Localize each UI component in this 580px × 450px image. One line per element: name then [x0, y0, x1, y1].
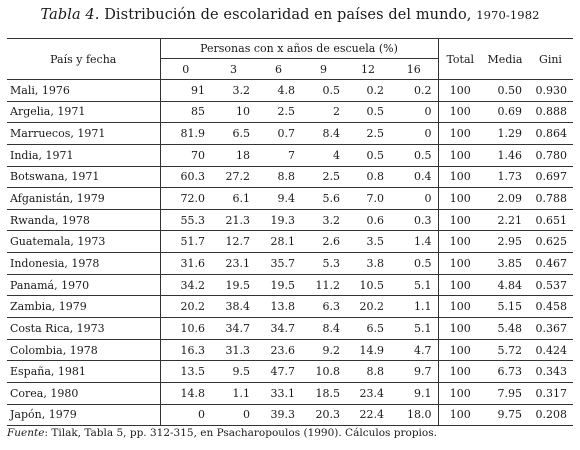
cell-country: Indonesia, 1978	[7, 253, 160, 275]
cell-years-3: 34.7	[211, 318, 256, 340]
cell-years-16: 4.7	[390, 339, 438, 361]
cell-years-16: 0.4	[390, 166, 438, 188]
cell-years-6: 2.5	[256, 101, 301, 123]
cell-media: 1.73	[482, 166, 528, 188]
cell-total: 100	[438, 166, 482, 188]
cell-years-0: 31.6	[160, 253, 211, 275]
cell-years-9: 4	[301, 144, 346, 166]
cell-years-12: 0.5	[346, 144, 390, 166]
header-total: Total	[438, 39, 482, 80]
cell-years-16: 0	[390, 101, 438, 123]
cell-total: 100	[438, 231, 482, 253]
table-row	[7, 231, 573, 253]
cell-country: Rwanda, 1978	[7, 209, 160, 231]
header-country: País y fecha	[7, 39, 160, 80]
cell-years-0: 55.3	[160, 209, 211, 231]
cell-total: 100	[438, 318, 482, 340]
cell-years-3: 1.1	[211, 382, 256, 404]
cell-years-12: 3.8	[346, 253, 390, 275]
cell-gini: 0.343	[528, 361, 573, 383]
cell-gini: 0.788	[528, 188, 573, 210]
cell-media: 1.46	[482, 144, 528, 166]
cell-years-16: 9.1	[390, 382, 438, 404]
cell-years-0: 10.6	[160, 318, 211, 340]
cell-media: 5.72	[482, 339, 528, 361]
cell-country: Argelia, 1971	[7, 101, 160, 123]
cell-years-0: 51.7	[160, 231, 211, 253]
header-years-3: 3	[211, 59, 256, 80]
cell-years-12: 2.5	[346, 123, 390, 145]
cell-years-9: 5.3	[301, 253, 346, 275]
cell-years-0: 85	[160, 101, 211, 123]
cell-gini: 0.208	[528, 404, 573, 426]
cell-total: 100	[438, 296, 482, 318]
cell-country: Mali, 1976	[7, 80, 160, 102]
table-row	[7, 274, 573, 296]
cell-years-16: 0.5	[390, 144, 438, 166]
cell-years-0: 60.3	[160, 166, 211, 188]
cell-total: 100	[438, 101, 482, 123]
cell-media: 5.48	[482, 318, 528, 340]
cell-media: 2.95	[482, 231, 528, 253]
cell-gini: 0.888	[528, 101, 573, 123]
cell-media: 5.15	[482, 296, 528, 318]
cell-gini: 0.625	[528, 231, 573, 253]
cell-years-0: 14.8	[160, 382, 211, 404]
cell-years-3: 27.2	[211, 166, 256, 188]
cell-country: Afganistán, 1979	[7, 188, 160, 210]
cell-years-9: 9.2	[301, 339, 346, 361]
cell-gini: 0.697	[528, 166, 573, 188]
cell-years-0: 81.9	[160, 123, 211, 145]
cell-media: 0.50	[482, 80, 528, 102]
cell-years-0: 13.5	[160, 361, 211, 383]
cell-country: Japón, 1979	[7, 404, 160, 426]
table-row	[7, 296, 573, 318]
cell-country: Zambia, 1979	[7, 296, 160, 318]
cell-country: Guatemala, 1973	[7, 231, 160, 253]
cell-years-6: 13.8	[256, 296, 301, 318]
cell-total: 100	[438, 80, 482, 102]
table-row	[7, 144, 573, 166]
cell-gini: 0.458	[528, 296, 573, 318]
table-row	[7, 253, 573, 275]
cell-years-16: 9.7	[390, 361, 438, 383]
table-row	[7, 209, 573, 231]
cell-years-9: 6.3	[301, 296, 346, 318]
cell-media: 3.85	[482, 253, 528, 275]
cell-years-9: 20.3	[301, 404, 346, 426]
cell-years-0: 16.3	[160, 339, 211, 361]
cell-years-12: 7.0	[346, 188, 390, 210]
header-years-9: 9	[301, 59, 346, 80]
cell-country: Corea, 1980	[7, 382, 160, 404]
table-body	[7, 80, 573, 426]
table-row	[7, 80, 573, 102]
cell-total: 100	[438, 382, 482, 404]
cell-years-6: 8.8	[256, 166, 301, 188]
cell-years-6: 34.7	[256, 318, 301, 340]
cell-total: 100	[438, 253, 482, 275]
source-text: : Tilak, Tabla 5, pp. 312-315, en Psacharopoulos (1990). Cálculos propios.	[44, 427, 437, 439]
cell-media: 7.95	[482, 382, 528, 404]
cell-years-6: 19.5	[256, 274, 301, 296]
table-row	[7, 318, 573, 340]
cell-years-9: 2.6	[301, 231, 346, 253]
cell-years-0: 72.0	[160, 188, 211, 210]
cell-years-3: 6.5	[211, 123, 256, 145]
table-title	[0, 7, 580, 23]
cell-total: 100	[438, 361, 482, 383]
table-title-main: Distribución de escolaridad en países del mundo,	[104, 7, 472, 23]
cell-years-6: 28.1	[256, 231, 301, 253]
cell-years-16: 5.1	[390, 318, 438, 340]
table-row	[7, 101, 573, 123]
cell-total: 100	[438, 123, 482, 145]
table-title-lead: Tabla 4.	[40, 7, 100, 23]
cell-gini: 0.930	[528, 80, 573, 102]
header-years-6: 6	[256, 59, 301, 80]
cell-years-12: 8.8	[346, 361, 390, 383]
cell-years-0: 20.2	[160, 296, 211, 318]
cell-years-12: 22.4	[346, 404, 390, 426]
header-years-16: 16	[390, 59, 438, 80]
cell-years-6: 7	[256, 144, 301, 166]
cell-country: Costa Rica, 1973	[7, 318, 160, 340]
cell-total: 100	[438, 339, 482, 361]
cell-years-3: 12.7	[211, 231, 256, 253]
header-years-0: 0	[160, 59, 211, 80]
cell-gini: 0.780	[528, 144, 573, 166]
cell-years-0: 91	[160, 80, 211, 102]
cell-years-0: 0	[160, 404, 211, 426]
cell-years-16: 0.2	[390, 80, 438, 102]
header-gini: Gini	[528, 39, 573, 80]
cell-total: 100	[438, 274, 482, 296]
table-row	[7, 404, 573, 426]
table-row	[7, 361, 573, 383]
cell-years-12: 3.5	[346, 231, 390, 253]
cell-years-6: 19.3	[256, 209, 301, 231]
cell-years-12: 14.9	[346, 339, 390, 361]
cell-media: 2.21	[482, 209, 528, 231]
cell-years-12: 6.5	[346, 318, 390, 340]
cell-total: 100	[438, 144, 482, 166]
table-title-years: 1970-1982	[476, 8, 540, 22]
cell-years-9: 18.5	[301, 382, 346, 404]
cell-years-6: 47.7	[256, 361, 301, 383]
cell-years-16: 0.3	[390, 209, 438, 231]
header-years-12: 12	[346, 59, 390, 80]
source-note	[7, 427, 437, 439]
cell-country: Botswana, 1971	[7, 166, 160, 188]
cell-country: Marruecos, 1971	[7, 123, 160, 145]
cell-gini: 0.467	[528, 253, 573, 275]
table-row	[7, 166, 573, 188]
cell-years-3: 18	[211, 144, 256, 166]
cell-years-3: 6.1	[211, 188, 256, 210]
cell-years-9: 8.4	[301, 318, 346, 340]
cell-years-16: 1.1	[390, 296, 438, 318]
cell-years-6: 35.7	[256, 253, 301, 275]
cell-years-0: 34.2	[160, 274, 211, 296]
cell-media: 2.09	[482, 188, 528, 210]
cell-years-16: 0	[390, 123, 438, 145]
cell-years-6: 23.6	[256, 339, 301, 361]
cell-years-9: 11.2	[301, 274, 346, 296]
cell-years-16: 0	[390, 188, 438, 210]
cell-media: 9.75	[482, 404, 528, 426]
cell-years-16: 0.5	[390, 253, 438, 275]
cell-years-12: 20.2	[346, 296, 390, 318]
cell-country: España, 1981	[7, 361, 160, 383]
cell-total: 100	[438, 404, 482, 426]
cell-years-3: 38.4	[211, 296, 256, 318]
cell-years-0: 70	[160, 144, 211, 166]
source-label: Fuente	[7, 427, 45, 439]
header-group: Personas con x años de escuela (%)	[160, 39, 438, 59]
cell-years-9: 2.5	[301, 166, 346, 188]
cell-total: 100	[438, 188, 482, 210]
table-row	[7, 123, 573, 145]
cell-years-6: 4.8	[256, 80, 301, 102]
cell-years-6: 9.4	[256, 188, 301, 210]
cell-years-3: 21.3	[211, 209, 256, 231]
cell-years-3: 31.3	[211, 339, 256, 361]
cell-country: India, 1971	[7, 144, 160, 166]
cell-gini: 0.651	[528, 209, 573, 231]
cell-years-6: 0.7	[256, 123, 301, 145]
cell-years-3: 3.2	[211, 80, 256, 102]
cell-years-9: 5.6	[301, 188, 346, 210]
cell-years-6: 33.1	[256, 382, 301, 404]
table-row	[7, 339, 573, 361]
cell-years-3: 9.5	[211, 361, 256, 383]
schooling-table	[7, 38, 573, 426]
cell-years-16: 1.4	[390, 231, 438, 253]
cell-years-3: 19.5	[211, 274, 256, 296]
cell-years-3: 10	[211, 101, 256, 123]
cell-years-12: 10.5	[346, 274, 390, 296]
cell-years-12: 0.8	[346, 166, 390, 188]
cell-years-9: 10.8	[301, 361, 346, 383]
cell-years-3: 0	[211, 404, 256, 426]
cell-years-16: 5.1	[390, 274, 438, 296]
cell-years-9: 8.4	[301, 123, 346, 145]
cell-gini: 0.367	[528, 318, 573, 340]
cell-years-9: 2	[301, 101, 346, 123]
cell-years-12: 0.2	[346, 80, 390, 102]
header-media: Media	[482, 39, 528, 80]
cell-media: 6.73	[482, 361, 528, 383]
cell-years-9: 3.2	[301, 209, 346, 231]
cell-gini: 0.864	[528, 123, 573, 145]
cell-years-3: 23.1	[211, 253, 256, 275]
table-row	[7, 382, 573, 404]
cell-media: 0.69	[482, 101, 528, 123]
cell-years-12: 0.6	[346, 209, 390, 231]
cell-years-16: 18.0	[390, 404, 438, 426]
cell-years-9: 0.5	[301, 80, 346, 102]
cell-country: Panamá, 1970	[7, 274, 160, 296]
cell-years-6: 39.3	[256, 404, 301, 426]
cell-years-12: 23.4	[346, 382, 390, 404]
cell-media: 4.84	[482, 274, 528, 296]
cell-country: Colombia, 1978	[7, 339, 160, 361]
cell-gini: 0.424	[528, 339, 573, 361]
cell-total: 100	[438, 209, 482, 231]
cell-years-12: 0.5	[346, 101, 390, 123]
table-row	[7, 188, 573, 210]
cell-gini: 0.537	[528, 274, 573, 296]
cell-gini: 0.317	[528, 382, 573, 404]
cell-media: 1.29	[482, 123, 528, 145]
